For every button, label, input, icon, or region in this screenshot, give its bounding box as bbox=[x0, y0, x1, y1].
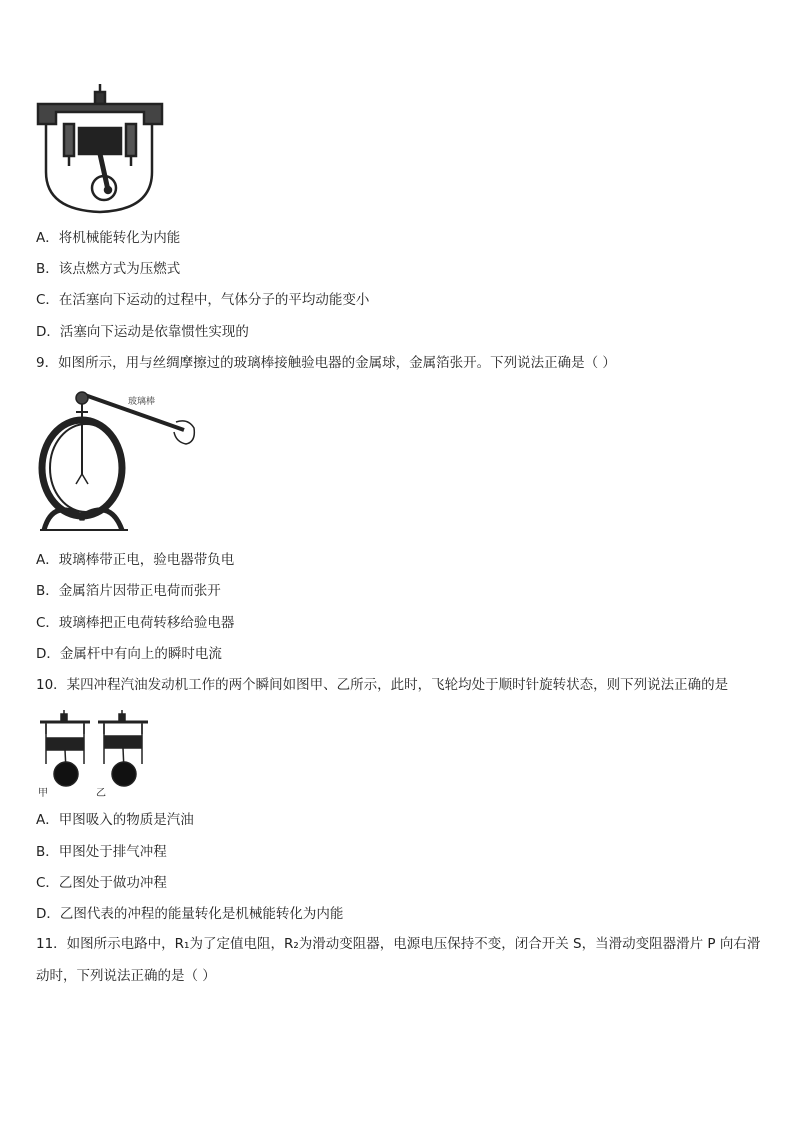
q9-stem: 9．如图所示，用与丝绸摩擦过的玻璃棒接触验电器的金属球，金属箔张开。下列说法正确是（ ） bbox=[36, 355, 616, 371]
q10-option-a: A．甲图吸入的物质是汽油 bbox=[36, 812, 194, 828]
engine-jia-diagram bbox=[40, 710, 90, 786]
engine-yi-label: 乙 bbox=[96, 788, 106, 799]
q9-option-c: C．玻璃棒把正电荷转移给验电器 bbox=[36, 615, 235, 631]
q9-option-b: B．金属箔片因带正电荷而张开 bbox=[36, 583, 221, 599]
q8-option-c: C．在活塞向下运动的过程中，气体分子的平均动能变小 bbox=[36, 292, 370, 308]
q8-option-d: D．活塞向下运动是依靠惯性实现的 bbox=[36, 324, 249, 340]
q11-stem: 11．如图所示电路中，R₁为了定值电阻，R₂为滑动变阻器，电源电压保持不变，闭合开关 S，当滑动变阻器滑片 P 向右滑动时，下列说法正确的是（ ） bbox=[36, 936, 761, 984]
engine-strokes-figure bbox=[36, 708, 156, 800]
glass-rod-label: 玻璃棒 bbox=[128, 397, 156, 407]
q10-option-d: D．乙图代表的冲程的能量转化是机械能转化为内能 bbox=[36, 906, 344, 922]
q10-option-c: C．乙图处于做功冲程 bbox=[36, 875, 167, 891]
electroscope-figure bbox=[36, 382, 196, 534]
q10-option-b: B．甲图处于排气冲程 bbox=[36, 844, 167, 860]
engine-cross-section-figure bbox=[34, 82, 164, 217]
q9-option-a: A．玻璃棒带正电，验电器带负电 bbox=[36, 552, 235, 568]
engine-jia-label: 甲 bbox=[38, 788, 48, 799]
engine-yi-diagram bbox=[98, 710, 148, 786]
q10-stem: 10．某四冲程汽油发动机工作的两个瞬间如图甲、乙所示，此时，飞轮均处于顺时针旋转状态，则下列说法正确的是 bbox=[36, 677, 729, 693]
q9-option-d: D．金属杆中有向上的瞬时电流 bbox=[36, 646, 222, 662]
q8-option-b: B．该点燃方式为压燃式 bbox=[36, 261, 181, 277]
q8-option-a: A．将机械能转化为内能 bbox=[36, 230, 181, 246]
